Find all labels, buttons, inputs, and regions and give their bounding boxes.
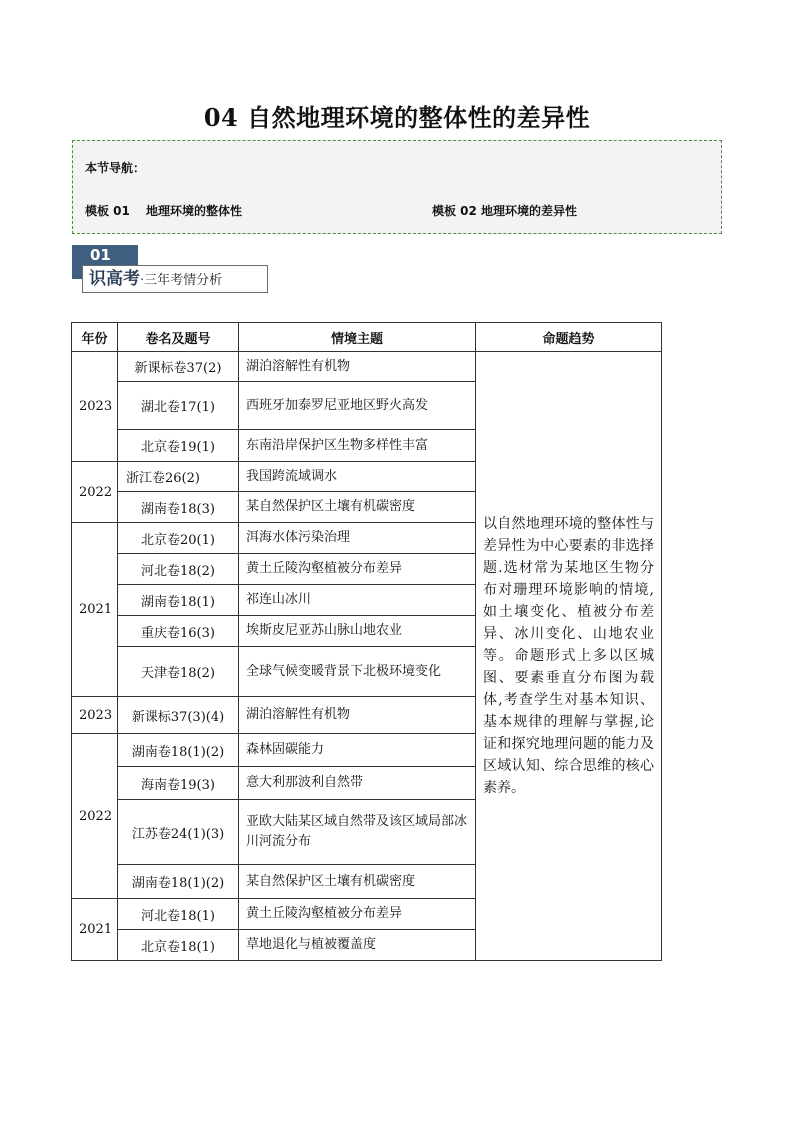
paper-cell: 北京卷18(1) — [118, 930, 239, 961]
paper-cell: 湖北卷17(1) — [118, 382, 239, 430]
section-nav-box — [72, 140, 722, 234]
section-label-main: 识高考 — [89, 269, 140, 289]
theme-cell: 埃斯皮尼亚苏山脉山地农业 — [239, 616, 476, 647]
year-cell: 2023 — [72, 352, 118, 462]
paper-cell: 河北卷18(1) — [118, 899, 239, 930]
paper-cell: 新课标37(3)(4) — [118, 697, 239, 734]
year-cell: 2022 — [72, 734, 118, 899]
paper-cell: 海南卷19(3) — [118, 767, 239, 800]
paper-cell: 新课标卷37(2) — [118, 352, 239, 382]
nav-item-template-01[interactable]: 模板 01 地理环境的整体性 — [85, 204, 243, 218]
theme-cell: 某自然保护区土壤有机碳密度 — [239, 492, 476, 523]
nav-item-template-02[interactable]: 模板 02 地理环境的差异性 — [432, 204, 578, 218]
section-number: 01 — [72, 245, 138, 279]
year-cell: 2021 — [72, 899, 118, 961]
section-label — [82, 265, 268, 293]
theme-cell: 黄土丘陵沟壑植被分布差异 — [239, 554, 476, 585]
table-header-row — [72, 323, 662, 352]
paper-cell: 湖南卷18(3) — [118, 492, 239, 523]
paper-cell: 重庆卷16(3) — [118, 616, 239, 647]
theme-cell: 湖泊溶解性有机物 — [239, 352, 476, 382]
section-badge — [72, 245, 272, 297]
theme-cell: 东南沿岸保护区生物多样性丰富 — [239, 430, 476, 462]
theme-cell: 某自然保护区土壤有机碳密度 — [239, 865, 476, 899]
paper-cell: 河北卷18(2) — [118, 554, 239, 585]
paper-cell: 浙江卷26(2) — [118, 462, 239, 492]
theme-cell: 湖泊溶解性有机物 — [239, 697, 476, 734]
theme-cell: 我国跨流域调水 — [239, 462, 476, 492]
theme-cell: 亚欧大陆某区域自然带及该区域局部冰川河流分布 — [239, 800, 476, 865]
theme-cell: 草地退化与植被覆盖度 — [239, 930, 476, 961]
paper-cell: 湖南卷18(1)(2) — [118, 734, 239, 767]
table-row — [72, 352, 662, 382]
trend-cell: 以自然地理环境的整体性与差异性为中心要素的非选择题.选材常为某地区生物分布对珊理环境影响的情境,如土壤变化、植被分布差异、冰川变化、山地农业等。命题形式上多以区城图、要素垂直分布图为载体,考查学生对基本知识、基本规律的理解与掌握,论证和探究地理问题的能力及区域认知、综合思维的核心素养。 — [476, 352, 662, 961]
header-theme: 情境主题 — [239, 323, 476, 352]
paper-cell: 湖南卷18(1)(2) — [118, 865, 239, 899]
exam-analysis-table — [71, 322, 662, 961]
theme-cell: 森林固碳能力 — [239, 734, 476, 767]
paper-cell: 北京卷19(1) — [118, 430, 239, 462]
year-cell: 2022 — [72, 462, 118, 523]
paper-cell: 天津卷18(2) — [118, 647, 239, 697]
theme-cell: 西班牙加泰罗尼亚地区野火高发 — [239, 382, 476, 430]
header-paper: 卷名及题号 — [118, 323, 239, 352]
year-cell: 2023 — [72, 697, 118, 734]
theme-cell: 黄土丘陵沟壑植被分布差异 — [239, 899, 476, 930]
page-title: 04 自然地理环境的整体性的差异性 — [203, 103, 591, 132]
theme-cell: 祁连山冰川 — [239, 585, 476, 616]
section-label-sub: 三年考情分析 — [144, 273, 223, 288]
paper-cell: 北京卷20(1) — [118, 523, 239, 554]
theme-cell: 意大利那波利自然带 — [239, 767, 476, 800]
theme-cell: 洱海水体污染治理 — [239, 523, 476, 554]
header-trend: 命题趋势 — [476, 323, 662, 352]
theme-cell: 全球气候变暖背景下北极环境变化 — [239, 647, 476, 697]
paper-cell: 湖南卷18(1) — [118, 585, 239, 616]
header-year: 年份 — [72, 323, 118, 352]
nav-heading: 本节导航： — [85, 161, 146, 175]
year-cell: 2021 — [72, 523, 118, 697]
paper-cell: 江苏卷24(1)(3) — [118, 800, 239, 865]
section-label-dot: · — [140, 273, 145, 288]
